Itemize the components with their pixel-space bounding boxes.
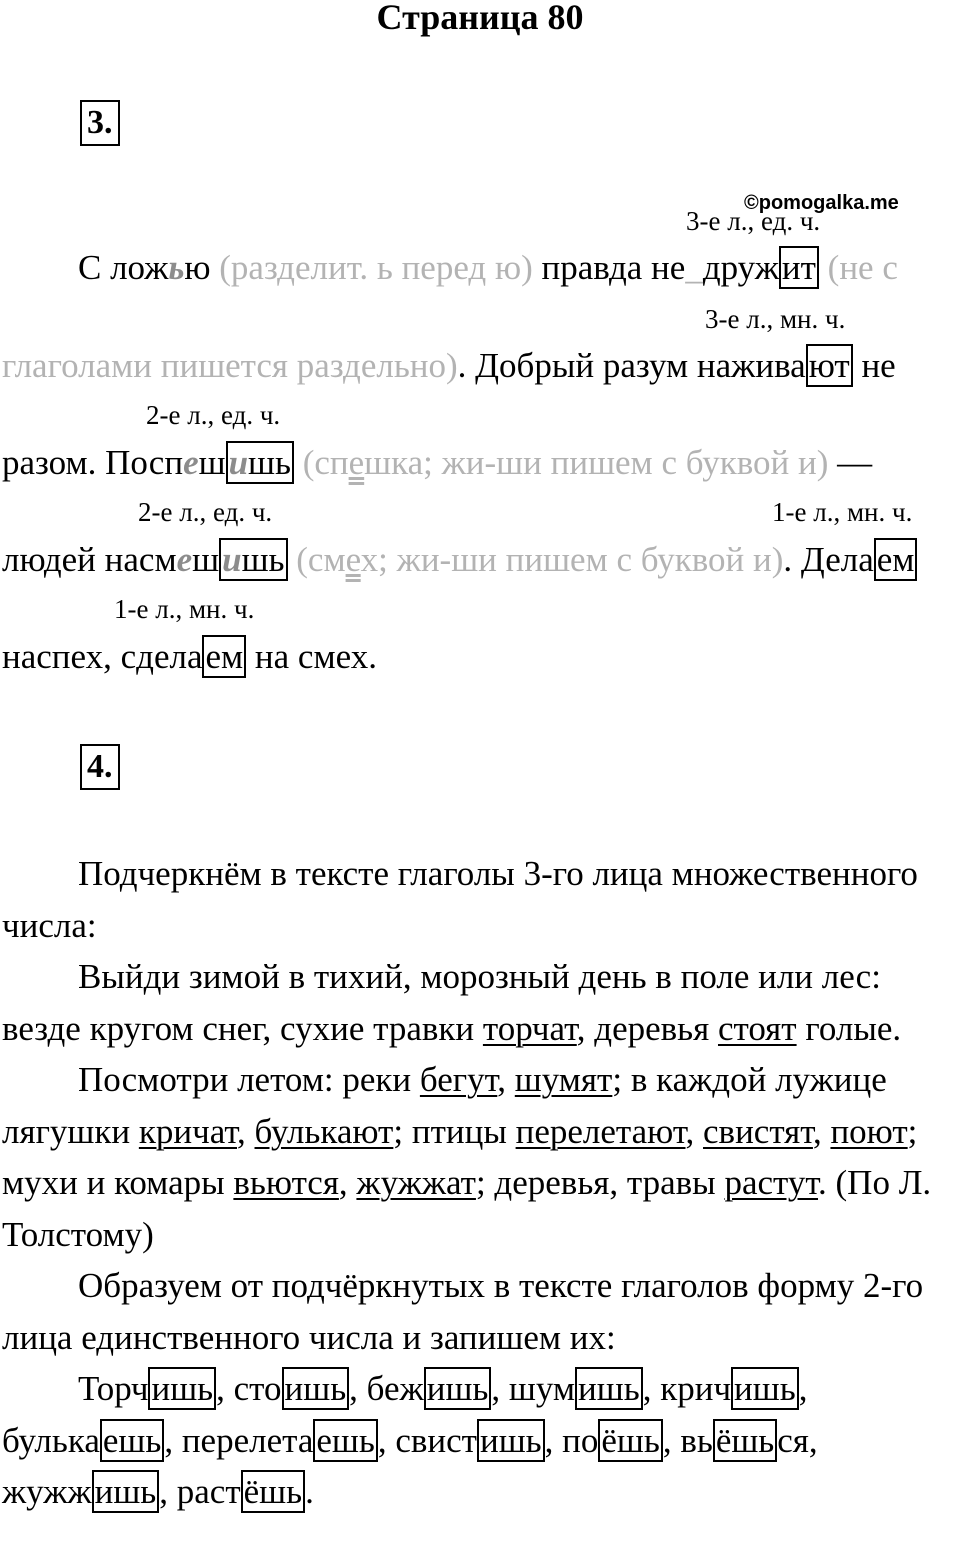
separator-mark: _ — [685, 248, 703, 287]
ending-box: ёшь — [241, 1470, 305, 1513]
annotation-2: 3-е л., мн. ч. — [705, 304, 846, 334]
text: — — [828, 443, 873, 482]
text: , — [216, 1369, 234, 1408]
text: х; жи-ши пишем с буквой и) — [360, 540, 784, 579]
ending-box — [226, 441, 294, 484]
verb-stem: булька — [2, 1420, 100, 1460]
ending-box: ёшь — [598, 1419, 662, 1462]
vowel: и — [228, 443, 249, 482]
verb-stem: беж — [366, 1369, 424, 1408]
task-3-line-1 — [78, 248, 898, 288]
verb-stem: по — [562, 1420, 599, 1460]
text: е — [345, 540, 361, 579]
ending-box: ишь — [424, 1367, 492, 1410]
annotation-3: 2-е л., ед. ч. — [146, 400, 281, 430]
verb-stem: раст — [176, 1472, 241, 1511]
underlined-verb: стоят — [717, 1008, 797, 1048]
soft-sign: ь — [168, 248, 185, 287]
text: разом. Посп — [2, 443, 184, 482]
text: , — [544, 1420, 563, 1460]
text: . — [305, 1472, 314, 1511]
text: , — [377, 1420, 396, 1460]
text: , — [164, 1420, 182, 1460]
ending-box: ешь — [100, 1419, 164, 1462]
vowel: и — [222, 540, 242, 579]
text: наспех, сдела — [2, 637, 203, 676]
verb-stem: свист — [395, 1420, 477, 1460]
text: ся — [777, 1420, 809, 1460]
underlined-verb: жужжат — [356, 1163, 476, 1202]
text: Выйди зимой в тихий, морозный день в поле или лес: везде кругом снег, сухие травки — [2, 957, 881, 1048]
underlined-verb: поют — [830, 1111, 908, 1151]
ending-box: ишь — [92, 1470, 160, 1513]
paragraph-answer — [2, 1363, 954, 1518]
text: людей насм — [2, 540, 177, 579]
task-4-text — [2, 848, 954, 1518]
verb-stem: крич — [660, 1369, 732, 1408]
text: , — [642, 1369, 661, 1408]
paragraph-intro: Подчеркнём в тексте глаголы 3-го лица множественного числа: — [2, 854, 918, 945]
ending-box: ем — [202, 635, 246, 678]
task-3-number: 3. — [80, 100, 120, 146]
text: Посмотри летом: реки — [78, 1060, 420, 1099]
ending-box: ишь — [477, 1419, 545, 1462]
task-4-number: 4. — [80, 744, 120, 790]
note: (разделит. ь перед ю) — [219, 248, 533, 287]
text: правда не — [532, 248, 686, 287]
text: (см — [287, 540, 346, 579]
note: (не с — [818, 248, 898, 287]
text: , — [349, 1369, 367, 1408]
ending-box — [219, 538, 287, 581]
annotation-6: 1-е л., мн. ч. — [114, 594, 255, 624]
text: не — [852, 346, 896, 385]
page-title: Страница 80 — [376, 0, 584, 37]
ending-box: ит — [779, 246, 819, 289]
text: ; деревья, травы — [475, 1163, 725, 1202]
text: , деревья — [576, 1008, 718, 1048]
text: , — [808, 1420, 818, 1460]
paragraph-winter — [2, 951, 954, 1054]
ending-box: ёшь — [713, 1419, 777, 1462]
text: шь — [248, 443, 291, 482]
underlined-verb: шумят — [514, 1060, 613, 1099]
ending-box: ем — [874, 538, 918, 581]
text: ; птицы — [393, 1111, 516, 1151]
text: С лож — [78, 248, 169, 287]
underlined-verb: растут — [724, 1163, 819, 1202]
text: ш — [192, 540, 220, 579]
underlined-verb: свистят — [703, 1111, 813, 1151]
ending-box: ешь — [313, 1419, 377, 1462]
text: голые. — [796, 1008, 902, 1048]
verb-stem: Торч — [78, 1369, 149, 1408]
verb-stem: перелета — [181, 1420, 314, 1460]
annotation-1: 3-е л., ед. ч. — [686, 206, 821, 236]
text: , — [812, 1111, 831, 1151]
note: глаголами пишется раздельно) — [2, 346, 458, 385]
annotation-5: 1-е л., мн. ч. — [772, 497, 913, 527]
annotation-4: 2-е л., ед. ч. — [138, 497, 273, 527]
underlined-verb: бегут — [419, 1060, 498, 1099]
text: шь — [241, 540, 285, 579]
text: е — [348, 443, 365, 482]
text: , — [798, 1369, 808, 1408]
ending-box: ишь — [575, 1367, 643, 1410]
watermark: ©pomogalka.me — [744, 192, 899, 214]
verb-stem: шум — [508, 1369, 576, 1408]
text: . (По Л. Толстому) — [2, 1163, 932, 1254]
verb-stem: сто — [233, 1369, 282, 1408]
verb-stem: вь — [680, 1420, 713, 1460]
note — [294, 443, 828, 482]
text: ю — [184, 248, 220, 287]
underlined-verb: перелетают — [515, 1111, 686, 1151]
paragraph-task: Образуем от подчёркнутых в тексте глаголов форму 2-го лица единственного числа и запишем их: — [2, 1266, 924, 1357]
text: ; мухи и комары — [2, 1111, 918, 1202]
task-3-line-4 — [2, 540, 917, 580]
text: ш — [198, 443, 226, 482]
ending-box: ишь — [148, 1367, 216, 1410]
text: (сп — [293, 443, 349, 482]
task-3-line-2 — [2, 346, 896, 386]
ending-box: ют — [806, 344, 853, 387]
paragraph-summer — [2, 1054, 954, 1260]
text: ; в каждой лужице лягушки — [2, 1060, 887, 1151]
text: на смех. — [246, 637, 377, 676]
text: , — [491, 1369, 509, 1408]
underlined-verb: торчат — [482, 1008, 577, 1048]
text: друж — [702, 248, 779, 287]
text: , — [237, 1111, 255, 1151]
text: . Дела — [783, 540, 874, 579]
note — [288, 540, 784, 579]
text: , — [338, 1163, 357, 1202]
text: шка; жи-ши пишем с буквой и) — [364, 443, 829, 482]
verb-stem: жужж — [2, 1472, 92, 1511]
text: , — [159, 1472, 177, 1511]
task-3-line-3 — [2, 443, 872, 483]
task-3-line-5 — [2, 637, 377, 677]
vowel: е — [176, 540, 193, 579]
ending-box: ишь — [282, 1367, 350, 1410]
underlined-verb: кричат — [138, 1111, 237, 1151]
text: . Добрый разум нажива — [457, 346, 806, 385]
text: , — [662, 1420, 681, 1460]
underlined-verb: вьются — [233, 1163, 339, 1202]
vowel: е — [183, 443, 199, 482]
text: , — [685, 1111, 704, 1151]
ending-box: ишь — [731, 1367, 799, 1410]
text: , — [497, 1060, 515, 1099]
underlined-verb: булькают — [254, 1111, 394, 1151]
